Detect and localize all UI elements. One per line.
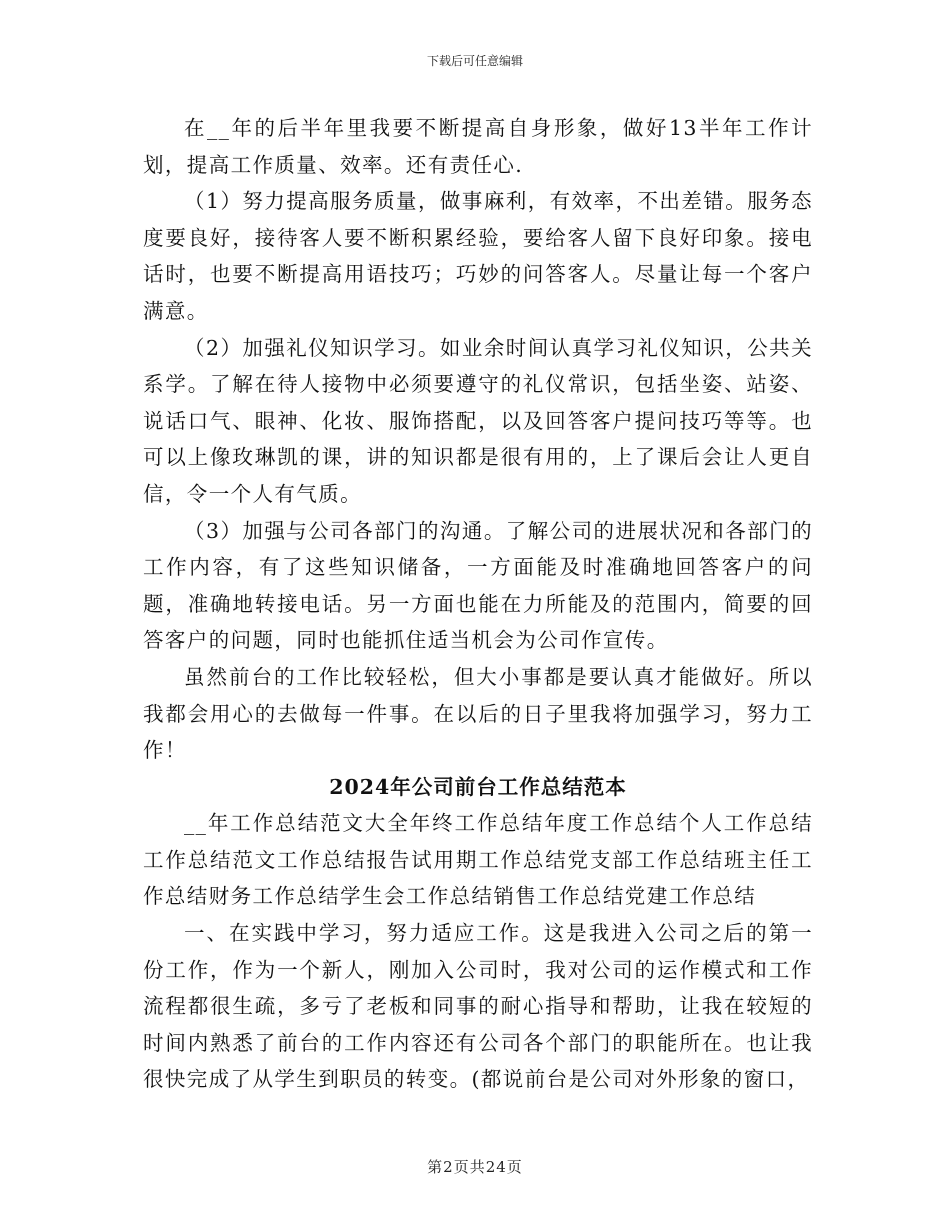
paragraph-closing: 虽然前台的工作比较轻松，但大小事都是要认真才能做好。所以我都会用心的去做每一件事。在以后的日子里我将加强学习，努力工作！ (143, 664, 813, 763)
page-header: 下载后可任意编辑 (426, 54, 523, 68)
paragraph-item-3: （3）加强与公司各部门的沟通。了解公司的进展状况和各部门的工作内容，有了这些知识储备，一方面能及时准确地回答客户的问题，准确地转接电话。另一方面也能在力所能及的范围内，简要的回答客户的问题，同时也能抓住适当机会为公司作宣传。 (143, 518, 813, 653)
page-footer: 第2页共24页 (427, 1158, 523, 1176)
paragraph-keywords: __年工作总结范文大全年终工作总结年度工作总结个人工作总结工作总结范文工作总结报告试用期工作总结党支部工作总结班主任工作总结财务工作总结学生会工作总结销售工作总结党建工作总结 (143, 811, 813, 909)
section-title: 2024年公司前台工作总结范本 (329, 774, 627, 799)
paragraph-item-1: （1）努力提高服务质量，做事麻利，有效率，不出差错。服务态度要良好，接待客人要不断积累经验，要给客人留下良好印象。接电话时，也要不断提高用语技巧；巧妙的问答客人。尽量让每一个客户满意。 (143, 189, 813, 323)
document-body (143, 110, 813, 1098)
paragraph-item-2: （2）加强礼仪知识学习。如业余时间认真学习礼仪知识，公共关系学。了解在待人接物中必须要遵守的礼仪常识，包括坐姿、站姿、说话口气、眼神、化妆、服饰搭配，以及回答客户提问技巧等等。也可以上像玫琳凯的课，讲的知识都是很有用的，上了课后会让人更自信，令一个人有气质。 (143, 335, 813, 506)
paragraph-section-1: 一、在实践中学习，努力适应工作。这是我进入公司之后的第一份工作，作为一个新人，刚加入公司时，我对公司的运作模式和工作流程都很生疏，多亏了老板和同事的耐心指导和帮助，让我在较短的时间内熟悉了前台的工作内容还有公司各个部门的职能所在。也让我很快完成了从学生到职员的转变。(都说前台是公司对外形象的窗口， (143, 921, 813, 1092)
paragraph-intro: 在__年的后半年里我要不断提高自身形象，做好13半年工作计划，提高工作质量、效率。还有责任心. (143, 116, 813, 177)
